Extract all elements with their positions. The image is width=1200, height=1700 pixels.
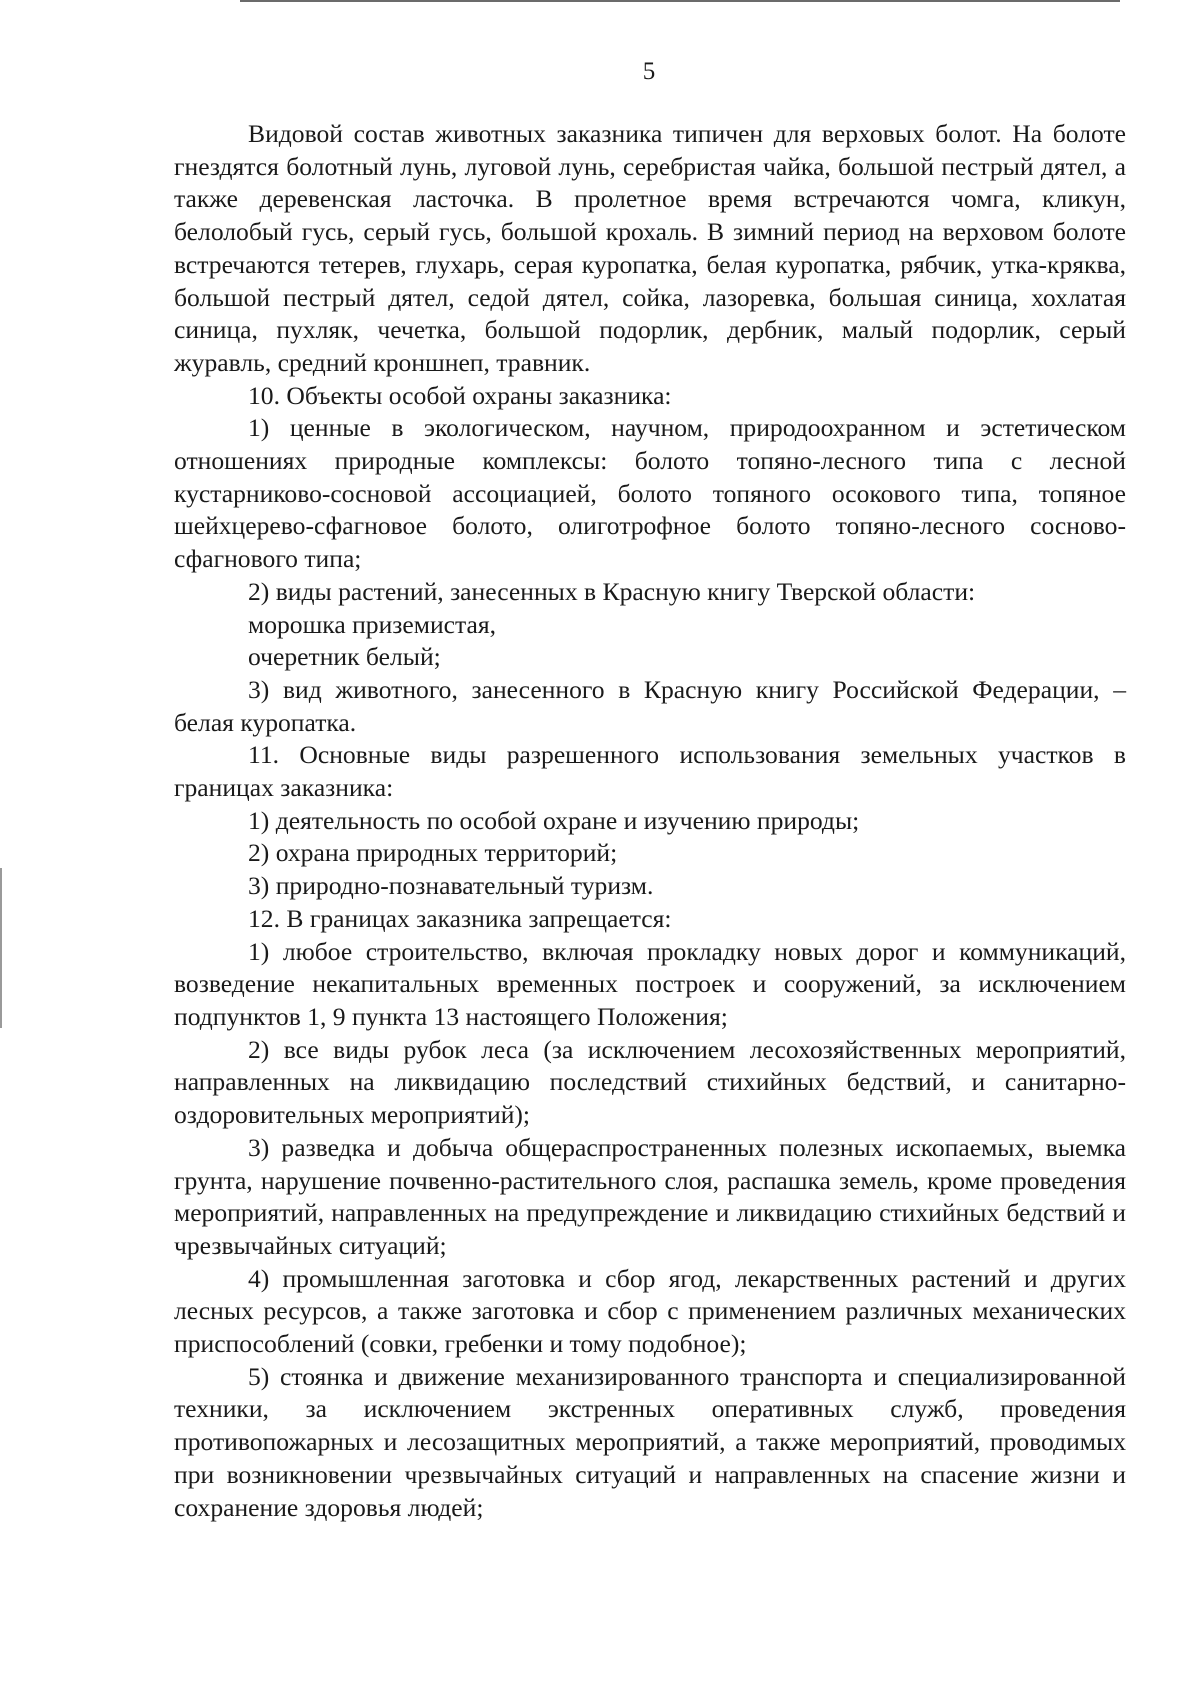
paragraph-plant-rhynchospora: очеретник белый; (248, 642, 441, 672)
paragraph-section-10-item-1: 1) ценные в экологическом, научном, природоохранном и эстетическом отношениях природные комплексы: болото топяно-лесного типа с лесной кустарниково-сосновой ассоциацией, болото топяного осокового типа, топяное шейхцерево-сфагновое болото, олиготрофное болото топяно-лесного сосново-сфагнового типа; (174, 413, 1126, 574)
paragraph-section-10-item-2: 2) виды растений, занесенных в Красную книгу Тверской области: (248, 576, 976, 606)
paragraph-plant-cloudberry: морошка приземистая, (248, 609, 497, 639)
paragraph-section-12-item-4: 4) промышленная заготовка и сбор ягод, лекарственных растений и других лесных ресурсов, а также заготовка и сбор с применением различных механических приспособлений (совки, гребенки и тому подобное); (174, 1263, 1126, 1359)
paragraph-section-11-item-3: 3) природно-познавательный туризм. (248, 871, 654, 901)
paragraph-section-12-item-3: 3) разведка и добыча общераспространенных полезных ископаемых, выемка грунта, нарушение почвенно-растительного слоя, распашка земель, кроме проведения мероприятий, направленных на предупреждение и ликвидацию стихийных бедствий и чрезвычайных ситуаций; (174, 1132, 1126, 1260)
paragraph-section-10-item-3: 3) вид животного, занесенного в Красную книгу Российской Федерации, – белая куропатка. (174, 674, 1126, 737)
paragraph-section-10-heading: 10. Объекты особой охраны заказника: (248, 380, 672, 410)
paragraph-section-11-item-1: 1) деятельность по особой охране и изучению природы; (248, 805, 860, 835)
paragraph-species-composition: Видовой состав животных заказника типичен для верховых болот. На болоте гнездятся болотный лунь, луговой лунь, серебристая чайка, большой пестрый дятел, а также деревенская ласточка. В пролетное время встречаются чомга, кликун, белолобый гусь, серый гусь, большой крохаль. В зимний период на верховом болоте встречаются тетерев, глухарь, серая куропатка, белая куропатка, рябчик, утка-кряква, большой пестрый дятел, седой дятел, сойка, лазоревка, большая синица, хохлатая синица, пухляк, чечетка, большой подорлик, дербник, малый подорлик, серый журавль, средний кроншнеп, травник. (174, 119, 1126, 377)
paragraph-section-12-heading: 12. В границах заказника запрещается: (248, 903, 672, 933)
document-body (174, 118, 1126, 1524)
paragraph-section-12-item-2: 2) все виды рубок леса (за исключением лесохозяйственных мероприятий, направленных на ликвидацию последствий стихийных бедствий, и санитарно-оздоровительных мероприятий); (174, 1034, 1126, 1130)
paragraph-section-12-item-1: 1) любое строительство, включая прокладку новых дорог и коммуникаций, возведение некапитальных временных построек и сооружений, за исключением подпунктов 1, 9 пункта 13 настоящего Положения; (174, 936, 1126, 1031)
paragraph-section-11-item-2: 2) охрана природных территорий; (248, 838, 618, 868)
page-number: 5 (642, 58, 656, 85)
scan-edge-line (240, 0, 1120, 2)
paragraph-section-12-item-5: 5) стоянка и движение механизированного транспорта и специализированной техники, за исключением экстренных оперативных служб, проведения противопожарных и лесозащитных мероприятий, а также мероприятий, проводимых при возникновении чрезвычайных ситуаций и направленных на спасение жизни и сохранение здоровья людей; (174, 1361, 1126, 1522)
paragraph-section-11-heading: 11. Основные виды разрешенного использования земельных участков в границах заказника: (174, 740, 1126, 803)
scan-edge-mark (0, 868, 2, 1028)
